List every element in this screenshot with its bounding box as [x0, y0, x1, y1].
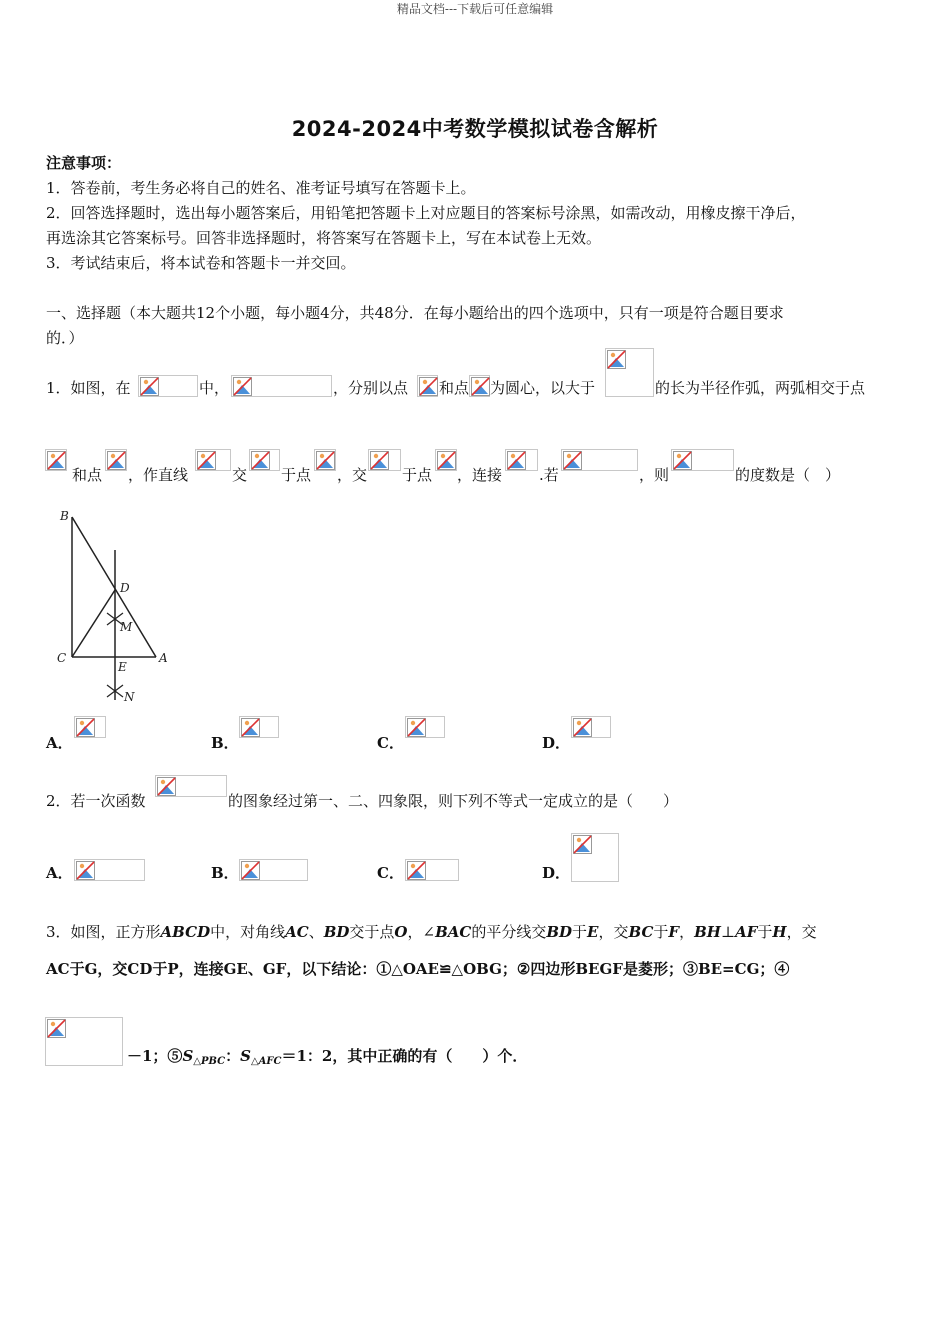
formula-image	[571, 833, 619, 882]
formula-image	[505, 449, 538, 471]
q2-option-c[interactable]: C．	[377, 864, 404, 882]
formula-image	[368, 449, 401, 471]
q3-math: E	[587, 923, 599, 941]
broken-image-icon	[241, 718, 260, 737]
q1-option-d[interactable]: D．	[542, 734, 571, 752]
q3-text: ，	[679, 923, 695, 941]
q3-math: S	[182, 1047, 194, 1065]
formula-image	[239, 859, 308, 881]
broken-image-icon	[471, 377, 490, 396]
formula-image	[435, 449, 457, 471]
broken-image-icon	[563, 451, 582, 470]
point-label-m: M	[120, 620, 133, 634]
q1-text: ，分别以点	[333, 379, 409, 397]
formula-image	[249, 449, 280, 471]
broken-image-icon	[157, 777, 176, 796]
q3-text: ：	[225, 1047, 241, 1065]
formula-image	[605, 348, 654, 397]
broken-image-icon	[197, 451, 216, 470]
q3-math: F	[668, 923, 680, 941]
formula-image	[671, 449, 734, 471]
q1-option-a[interactable]: A．	[46, 734, 73, 752]
broken-image-icon	[407, 718, 426, 737]
q3-text: ，交	[786, 923, 817, 941]
point-label-c: C	[57, 651, 67, 665]
notice-item: 2．回答选择题时，选出每小题答案后，用铅笔把答题卡上对应题目的答案标号涂黑，如需改动，用橡皮擦干净后，	[46, 204, 806, 222]
q3-text: 的平分线交	[471, 923, 547, 941]
q3-math: S	[240, 1047, 251, 1065]
section-heading-cont: 的．）	[46, 329, 84, 347]
q3-text: 交于点	[349, 923, 395, 941]
formula-image	[195, 449, 231, 471]
q1-text: 1．如图，在	[46, 379, 131, 397]
q3-text: ，∠	[407, 923, 436, 941]
broken-image-icon	[76, 718, 95, 737]
point-label-e: E	[118, 660, 127, 674]
q3-text: 于	[757, 923, 773, 941]
q3-line-1	[46, 921, 817, 942]
q1-text: 中，	[199, 379, 230, 397]
broken-image-icon	[407, 861, 426, 880]
q2-option-a[interactable]: A．	[46, 864, 73, 882]
formula-image	[74, 859, 145, 881]
q3-text: 、	[308, 923, 324, 941]
broken-image-icon	[573, 835, 592, 854]
q1-geometry-figure	[50, 505, 180, 705]
formula-image	[105, 449, 127, 471]
broken-image-icon	[76, 861, 95, 880]
broken-image-icon	[241, 861, 260, 880]
formula-image	[45, 449, 67, 471]
formula-image	[74, 716, 106, 738]
formula-image	[314, 449, 336, 471]
q3-subscript: △PBC	[193, 1056, 226, 1067]
point-label-b: B	[60, 509, 69, 523]
q1-text: .若	[539, 466, 559, 484]
point-label-d: D	[120, 581, 130, 595]
formula-image	[239, 716, 279, 738]
q1-text: 于点	[402, 466, 433, 484]
q3-math: AC	[285, 923, 309, 941]
q1-option-c[interactable]: C．	[377, 734, 404, 752]
q3-math: AF	[735, 923, 758, 941]
formula-image	[561, 449, 638, 471]
page-header: 精品文档---下载后可任意编辑	[396, 2, 554, 16]
broken-image-icon	[573, 718, 592, 737]
q1-text: ，交	[337, 466, 368, 484]
q3-line-2: AC于G，交CD于P，连接GE、GF，以下结论：①△OAE≌△OBG；②四边形BEGF是菱形；③BE=CG；④	[46, 960, 790, 978]
q3-math: BD	[323, 923, 350, 941]
q1-text: ，作直线	[128, 466, 189, 484]
broken-image-icon	[107, 451, 126, 470]
q2-text: 的图象经过第一、二、四象限，则下列不等式一定成立的是（ ）	[228, 792, 679, 810]
broken-image-icon	[419, 377, 438, 396]
notice-heading: 注意事项：	[46, 154, 122, 172]
q1-text: 的度数是（ ）	[735, 466, 841, 484]
notice-item: 1．答卷前，考生务必将自己的姓名、准考证号填写在答题卡上。	[46, 179, 476, 197]
q1-text: 和点	[72, 466, 103, 484]
q3-text: ，交	[598, 923, 629, 941]
q3-text: ＝1：2，其中正确的有（ ）个．	[281, 1047, 528, 1065]
q1-text: 的长为半径作弧，两弧相交于点	[655, 379, 866, 397]
q3-math: BD	[546, 923, 573, 941]
formula-image	[571, 716, 611, 738]
q3-line-3	[127, 1045, 527, 1067]
q3-text: 于	[572, 923, 588, 941]
q1-text: 交	[232, 466, 248, 484]
broken-image-icon	[673, 451, 692, 470]
formula-image	[45, 1017, 123, 1066]
q1-text: ，则	[639, 466, 670, 484]
q3-math: BH	[694, 923, 721, 941]
q1-text: ，连接	[457, 466, 503, 484]
formula-image	[405, 716, 445, 738]
section-heading: 一、选择题（本大题共12个小题，每小题4分，共48分．在每小题给出的四个选项中，只有一项是符合题目要求	[46, 304, 784, 322]
formula-image	[469, 375, 490, 397]
q1-text: 和点	[439, 379, 470, 397]
page-title: 2024-2024中考数学模拟试卷含解析	[291, 117, 659, 141]
broken-image-icon	[507, 451, 526, 470]
broken-image-icon	[316, 451, 335, 470]
notice-item: 再选涂其它答案标号。回答非选择题时，将答案写在答题卡上，写在本试卷上无效。	[46, 229, 602, 247]
broken-image-icon	[370, 451, 389, 470]
formula-image	[405, 859, 459, 881]
q3-text: －1；⑤	[127, 1047, 183, 1065]
formula-image	[231, 375, 332, 397]
q1-text: 为圆心，以大于	[490, 379, 596, 397]
q3-math: O	[394, 923, 408, 941]
broken-image-icon	[47, 451, 66, 470]
q2-text: 2．若一次函数	[46, 792, 146, 810]
q3-math: ABCD	[160, 923, 211, 941]
q3-text: ⊥	[720, 923, 736, 941]
q3-text: 3．如图，正方形	[46, 923, 161, 941]
q2-option-d[interactable]: D．	[542, 864, 571, 882]
q3-math: BAC	[435, 923, 472, 941]
broken-image-icon	[140, 377, 159, 396]
broken-image-icon	[47, 1019, 66, 1038]
formula-image	[155, 775, 227, 797]
q3-text: 于	[653, 923, 669, 941]
q1-text: 于点	[281, 466, 312, 484]
broken-image-icon	[437, 451, 456, 470]
formula-image	[417, 375, 438, 397]
notice-item: 3．考试结束后，将本试卷和答题卡一并交回。	[46, 254, 356, 272]
point-label-a: A	[159, 651, 168, 665]
q1-option-b[interactable]: B．	[211, 734, 239, 752]
q2-option-b[interactable]: B．	[211, 864, 239, 882]
broken-image-icon	[233, 377, 252, 396]
point-label-n: N	[124, 690, 135, 704]
formula-image	[138, 375, 198, 397]
q3-math: H	[772, 923, 787, 941]
q3-math: BC	[628, 923, 654, 941]
broken-image-icon	[607, 350, 626, 369]
broken-image-icon	[251, 451, 270, 470]
q3-subscript: △AFC	[250, 1056, 282, 1067]
q3-text: 中，对角线	[210, 923, 286, 941]
